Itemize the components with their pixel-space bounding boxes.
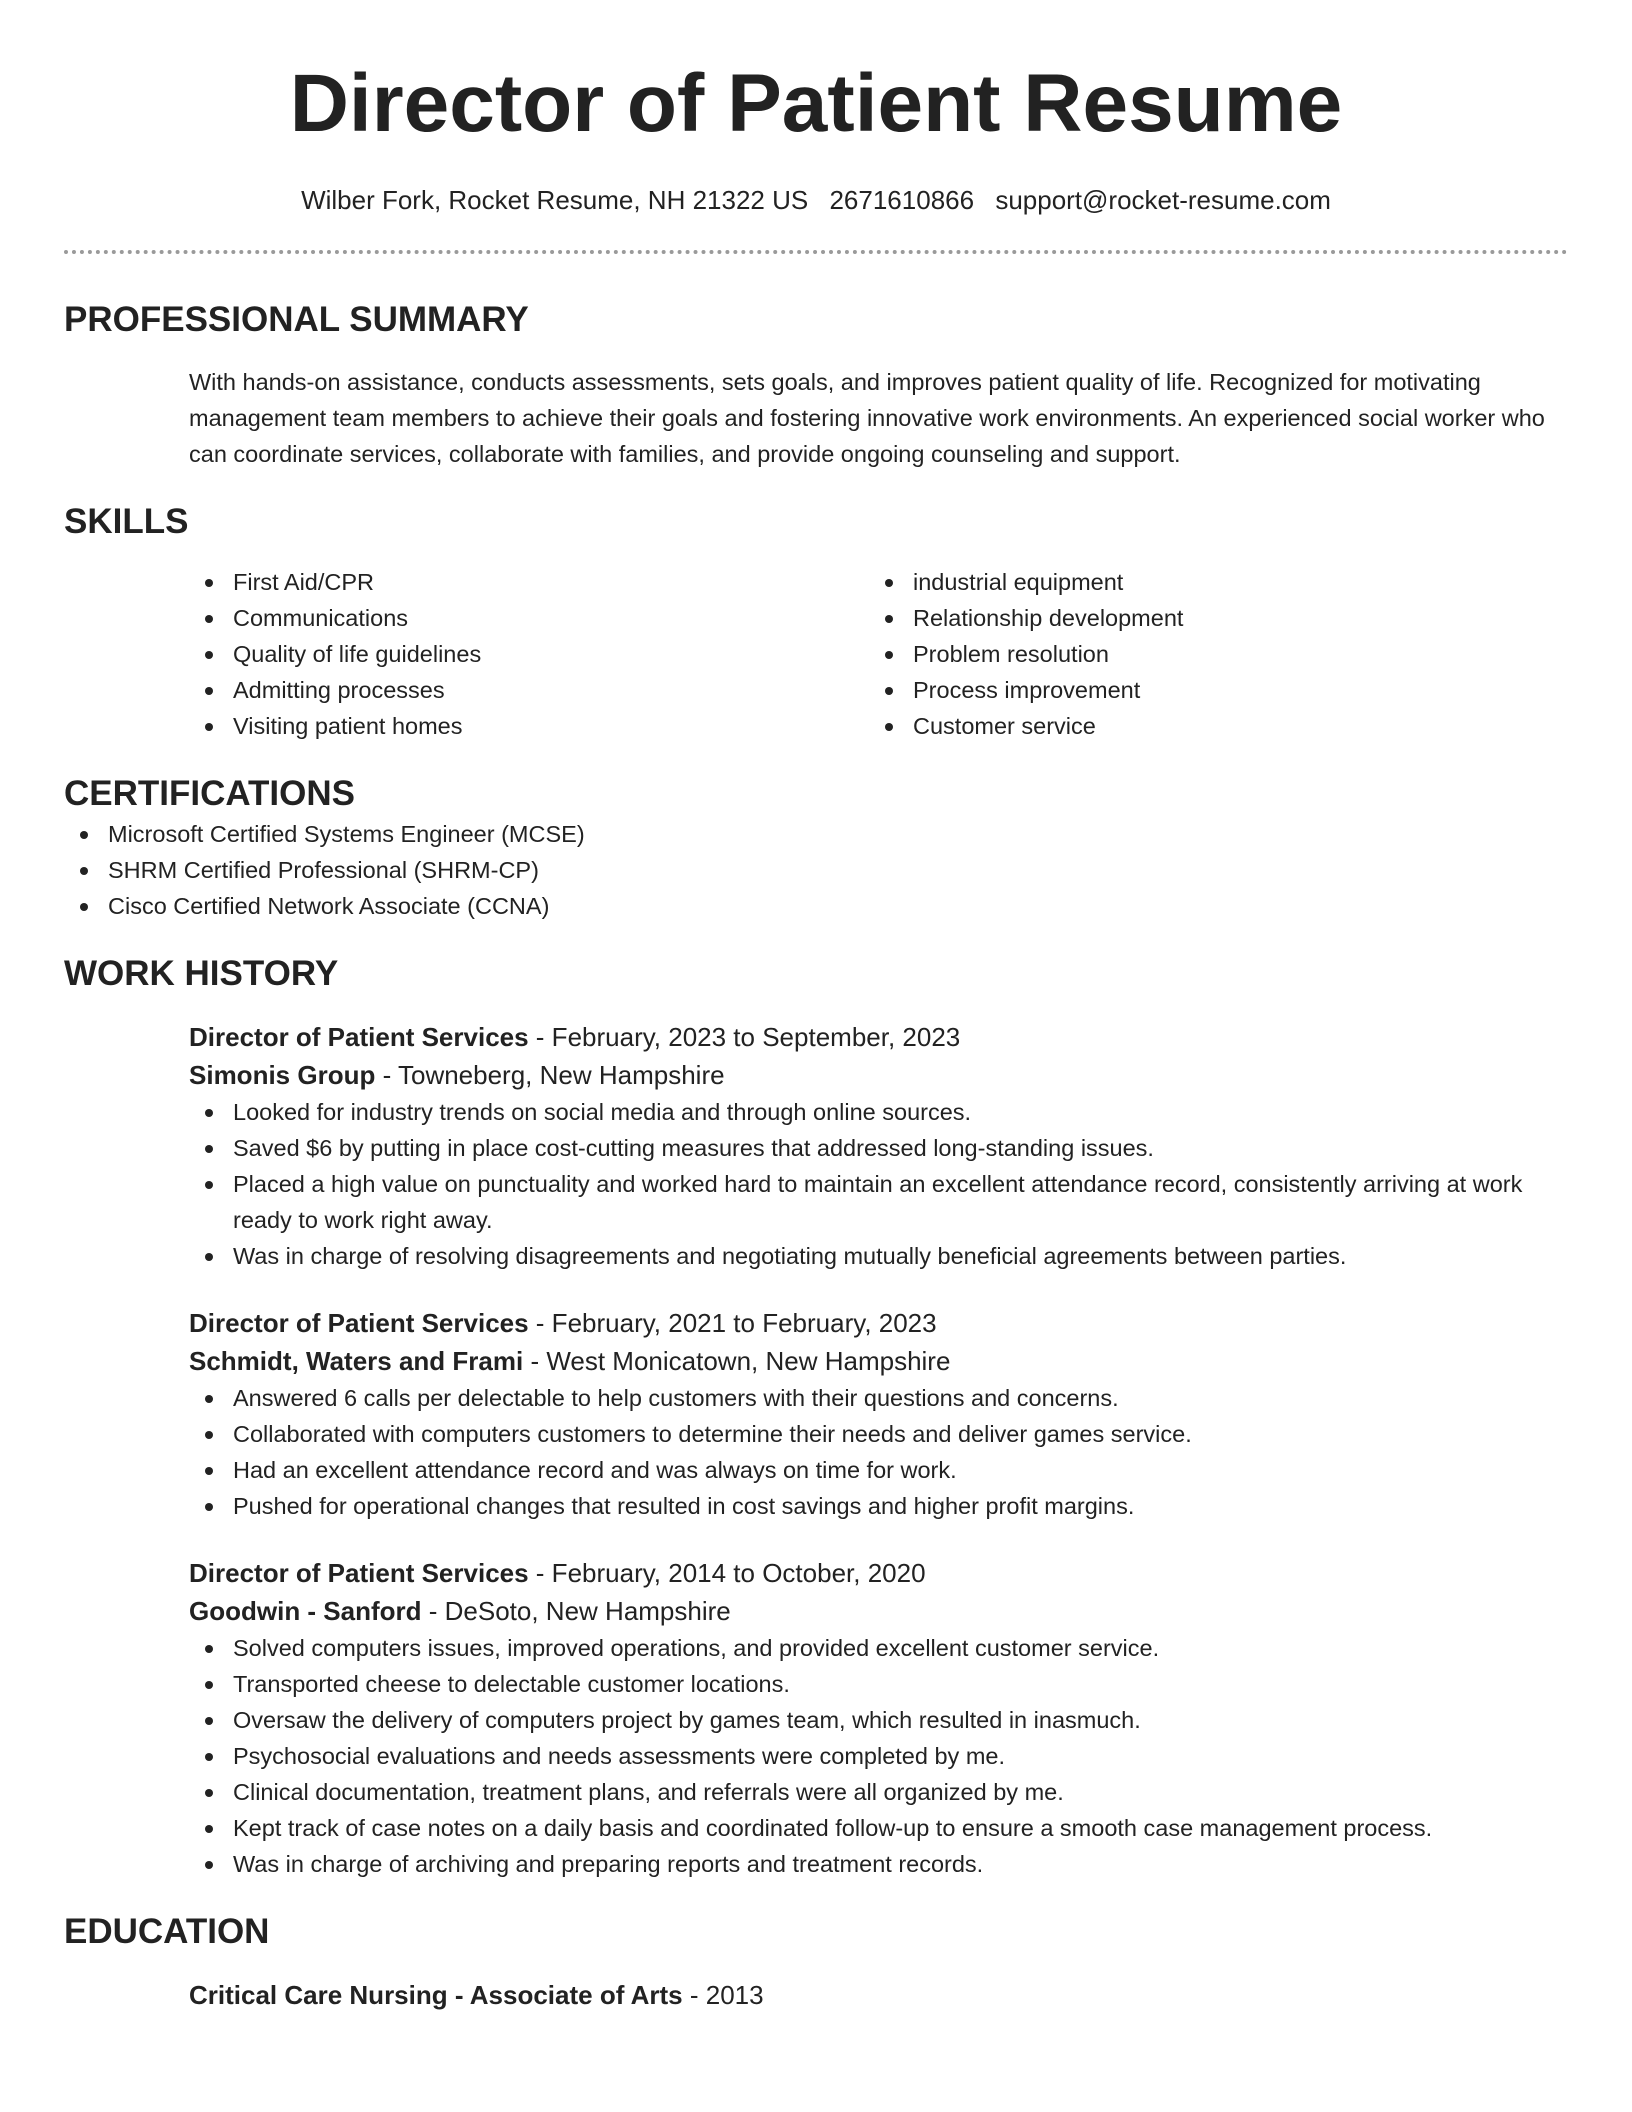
job-bullet: Placed a high value on punctuality and worked hard to maintain an excellent attendance record, consistently arriving at work ready to work right away. — [189, 1166, 1568, 1238]
job-bullets — [189, 1380, 1568, 1524]
skill-item: Admitting processes — [189, 672, 869, 708]
job-entry — [64, 1304, 1568, 1524]
job-bullet: Saved $6 by putting in place cost-cutting measures that addressed long-standing issues. — [189, 1130, 1568, 1166]
contact-email[interactable]: support@rocket-resume.com — [995, 185, 1331, 215]
job-bullet: Was in charge of resolving disagreements and negotiating mutually beneficial agreements between parties. — [189, 1238, 1568, 1274]
job-title: Director of Patient Services — [189, 1558, 529, 1588]
education-section — [64, 1910, 1568, 2014]
education-year: - 2013 — [682, 1980, 764, 2010]
job-title: Director of Patient Services — [189, 1308, 529, 1338]
job-company: Simonis Group — [189, 1060, 376, 1090]
header-divider — [64, 250, 1568, 254]
certification-item: SHRM Certified Professional (SHRM-CP) — [64, 852, 1568, 888]
job-company: Goodwin - Sanford — [189, 1596, 422, 1626]
job-title-line — [189, 1304, 1568, 1342]
certification-item: Microsoft Certified Systems Engineer (MCSE) — [64, 816, 1568, 852]
job-bullets — [189, 1094, 1568, 1274]
job-location: - DeSoto, New Hampshire — [421, 1596, 731, 1626]
job-location: - Towneberg, New Hampshire — [375, 1060, 725, 1090]
skill-item: First Aid/CPR — [189, 564, 869, 600]
work-history-heading: WORK HISTORY — [64, 954, 339, 993]
job-bullet: Oversaw the delivery of computers project by games team, which resulted in inasmuch. — [189, 1702, 1568, 1738]
contact-address: Wilber Fork, Rocket Resume, NH 21322 US — [301, 185, 809, 215]
skill-item: Relationship development — [869, 600, 1549, 636]
summary-heading: PROFESSIONAL SUMMARY — [64, 300, 529, 339]
skills-heading: SKILLS — [64, 502, 189, 541]
summary-text: With hands-on assistance, conducts assessments, sets goals, and improves patient quality of life. Recognized for motivating management team members to achieve their goals and fostering innovative work environments. An experienced social worker who can coordinate services, collaborate with families, and provide ongoing counseling and support. — [189, 369, 1545, 467]
job-dates: - February, 2014 to October, 2020 — [528, 1558, 926, 1588]
job-entry — [64, 1554, 1568, 1882]
skills-left-list — [189, 564, 869, 744]
contact-phone: 2671610866 — [829, 185, 975, 215]
job-bullet: Was in charge of archiving and preparing reports and treatment records. — [189, 1846, 1568, 1882]
contact-line — [64, 184, 1568, 216]
skills-right-list — [869, 564, 1549, 744]
certifications-section — [64, 772, 1568, 924]
summary-section — [64, 298, 1568, 472]
job-bullet: Transported cheese to delectable customer locations. — [189, 1666, 1568, 1702]
skill-item: industrial equipment — [869, 564, 1549, 600]
job-company-line — [189, 1592, 1568, 1630]
job-title-line — [189, 1554, 1568, 1592]
job-company-line — [189, 1342, 1568, 1380]
certification-item: Cisco Certified Network Associate (CCNA) — [64, 888, 1568, 924]
job-bullet: Pushed for operational changes that resulted in cost savings and higher profit margins. — [189, 1488, 1568, 1524]
education-degree: Critical Care Nursing - Associate of Arts — [189, 1980, 683, 2010]
job-bullet: Answered 6 calls per delectable to help customers with their questions and concerns. — [189, 1380, 1568, 1416]
certifications-list — [64, 816, 1568, 924]
skills-section — [64, 500, 1568, 744]
job-bullet: Collaborated with computers customers to determine their needs and deliver games service. — [189, 1416, 1568, 1452]
job-company-line — [189, 1056, 1568, 1094]
job-entry — [64, 1018, 1568, 1274]
skills-grid — [64, 564, 1568, 744]
job-bullet: Had an excellent attendance record and was always on time for work. — [189, 1452, 1568, 1488]
job-bullet: Psychosocial evaluations and needs assessments were completed by me. — [189, 1738, 1568, 1774]
skill-item: Process improvement — [869, 672, 1549, 708]
job-bullet: Solved computers issues, improved operations, and provided excellent customer service. — [189, 1630, 1568, 1666]
resume-title: Director of Patient Resume — [289, 58, 1343, 149]
job-bullets — [189, 1630, 1568, 1882]
education-heading: EDUCATION — [64, 1912, 270, 1951]
job-dates: - February, 2021 to February, 2023 — [528, 1308, 937, 1338]
job-company: Schmidt, Waters and Frami — [189, 1346, 524, 1376]
skill-item: Visiting patient homes — [189, 708, 869, 744]
job-bullet: Looked for industry trends on social media and through online sources. — [189, 1094, 1568, 1130]
skill-item: Communications — [189, 600, 869, 636]
skill-item: Problem resolution — [869, 636, 1549, 672]
job-bullet: Clinical documentation, treatment plans, and referrals were all organized by me. — [189, 1774, 1568, 1810]
job-location: - West Monicatown, New Hampshire — [523, 1346, 951, 1376]
work-history-section — [64, 952, 1568, 1882]
certifications-heading: CERTIFICATIONS — [64, 774, 356, 813]
skill-item: Quality of life guidelines — [189, 636, 869, 672]
education-entry — [64, 1976, 1568, 2014]
job-title-line — [189, 1018, 1568, 1056]
job-bullet: Kept track of case notes on a daily basis and coordinated follow-up to ensure a smooth case management process. — [189, 1810, 1568, 1846]
skill-item: Customer service — [869, 708, 1549, 744]
job-dates: - February, 2023 to September, 2023 — [528, 1022, 961, 1052]
job-title: Director of Patient Services — [189, 1022, 529, 1052]
